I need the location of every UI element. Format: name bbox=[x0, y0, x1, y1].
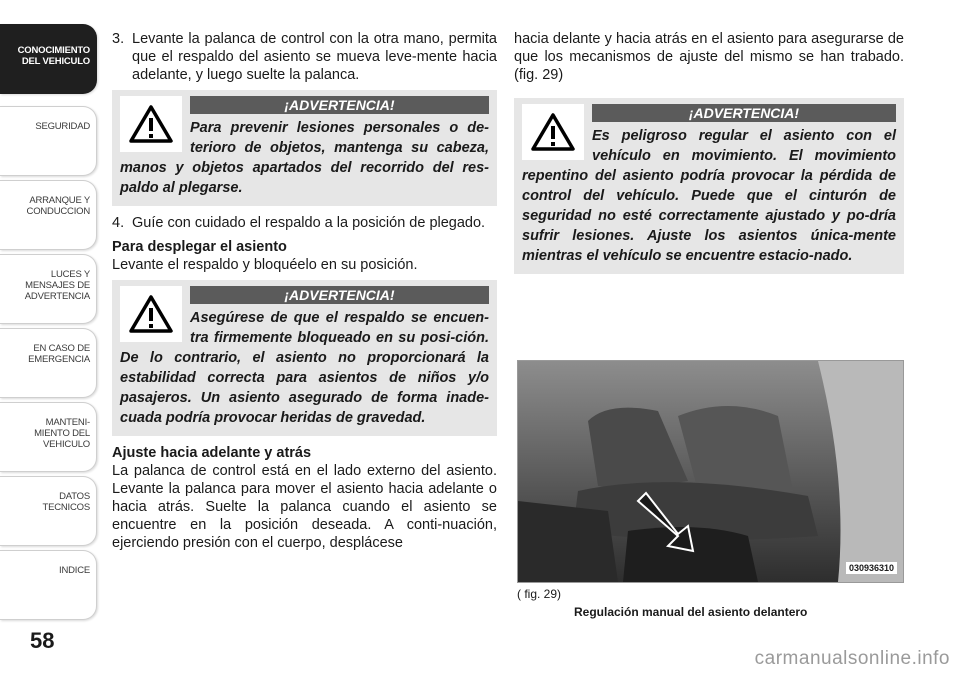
warning-box bbox=[514, 98, 904, 274]
tab-arranque-y-conduccion[interactable] bbox=[0, 180, 97, 250]
warning-box bbox=[112, 90, 497, 206]
tab-seguridad[interactable] bbox=[0, 106, 97, 176]
seat-adjustment-photo bbox=[517, 360, 904, 583]
warning-text: Para prevenir lesiones personales o de-terioro de objetos, mantenga su cabeza, manos y objetos apartados del recorrido del res-paldo al plegarse. bbox=[120, 120, 489, 196]
step-number: 4. bbox=[112, 215, 125, 231]
tab-label: DATOS TECNICOS bbox=[42, 491, 90, 513]
warning-text: Asegúrese de que el respaldo se encuen-tra firmemente bloqueado en su posi-ción. De lo contrario, el asiento no proporcionará la estabilidad correcta para asientos de niños y/o pasajeros. Un asiento asegurado de forma inade-cuada podría provocar heridas de gravedad. bbox=[120, 310, 489, 426]
warning-title: ¡ADVERTENCIA! bbox=[592, 104, 896, 122]
section-heading-unfold: Para desplegar el asiento bbox=[112, 239, 287, 255]
step-text: Guíe con cuidado el respaldo a la posición de plegado. bbox=[132, 215, 486, 231]
step-3 bbox=[112, 30, 497, 84]
left-column bbox=[112, 30, 497, 558]
tab-label: EN CASO DE EMERGENCIA bbox=[28, 343, 90, 365]
tab-label: MANTENI- MIENTO DEL VEHICULO bbox=[34, 417, 90, 450]
step-text: Levante la palanca de control con la otra mano, permita que el respaldo del asiento se mueva leve-mente hacia adelante, y luego suelte la palanca. bbox=[132, 31, 497, 83]
warning-title: ¡ADVERTENCIA! bbox=[190, 96, 489, 114]
tab-indice[interactable] bbox=[0, 550, 97, 620]
figure-code: 030936310 bbox=[846, 562, 897, 574]
tab-label: SEGURIDAD bbox=[35, 121, 90, 132]
tab-label: ARRANQUE Y CONDUCCION bbox=[26, 195, 90, 217]
figure-reference: ( fig. 29) bbox=[517, 587, 562, 601]
figure-caption: Regulación manual del asiento delantero bbox=[574, 605, 808, 619]
section-sidebar bbox=[0, 0, 100, 678]
tab-en-caso-de-emergencia[interactable] bbox=[0, 328, 97, 398]
seat-illustration bbox=[518, 361, 903, 582]
warning-triangle-icon bbox=[120, 286, 182, 342]
tab-mantenimiento[interactable] bbox=[0, 402, 97, 472]
tab-luces-y-mensajes[interactable] bbox=[0, 254, 97, 324]
tab-datos-tecnicos[interactable] bbox=[0, 476, 97, 546]
tab-conocimiento-del-vehiculo[interactable] bbox=[0, 24, 97, 94]
warning-title: ¡ADVERTENCIA! bbox=[190, 286, 489, 304]
right-column bbox=[514, 30, 904, 282]
warning-box bbox=[112, 280, 497, 436]
step-4 bbox=[112, 214, 497, 232]
watermark: carmanualsonline.info bbox=[754, 648, 950, 669]
paragraph: hacia delante y hacia atrás en el asiento para asegurarse de que los mecanismos de ajuste del mismo se han trabado. (fig. 29) bbox=[514, 31, 904, 83]
step-number: 3. bbox=[112, 31, 125, 47]
tab-label: LUCES Y MENSAJES DE ADVERTENCIA bbox=[24, 269, 90, 302]
warning-triangle-icon bbox=[522, 104, 584, 160]
tab-label: CONOCIMIENTO DEL VEHICULO bbox=[17, 45, 90, 67]
page-number: 58 bbox=[30, 628, 55, 653]
paragraph: Levante el respaldo y bloquéelo en su posición. bbox=[112, 257, 418, 273]
section-heading-adjust: Ajuste hacia adelante y atrás bbox=[112, 445, 312, 461]
warning-text: Es peligroso regular el asiento con el vehículo en movimiento. El movimiento repentino del asiento podría provocar la pérdida de control del vehículo. Puede que el cinturón de seguridad no esté correctamente ajustado y po-dría sufrir lesiones. Ajuste los asientos única-mente mientras el vehículo se encuentre estacio-nado. bbox=[522, 128, 896, 264]
warning-triangle-icon bbox=[120, 96, 182, 152]
paragraph: La palanca de control está en el lado externo del asiento. Levante la palanca para mover el asiento hacia adelante o hacia atrás. Suelte la palanca cuando el asiento se encuentre en la posición deseada. A conti-nuación, ejerciendo presión con el cuerpo, desplácese bbox=[112, 463, 497, 551]
tab-label: INDICE bbox=[59, 565, 90, 576]
